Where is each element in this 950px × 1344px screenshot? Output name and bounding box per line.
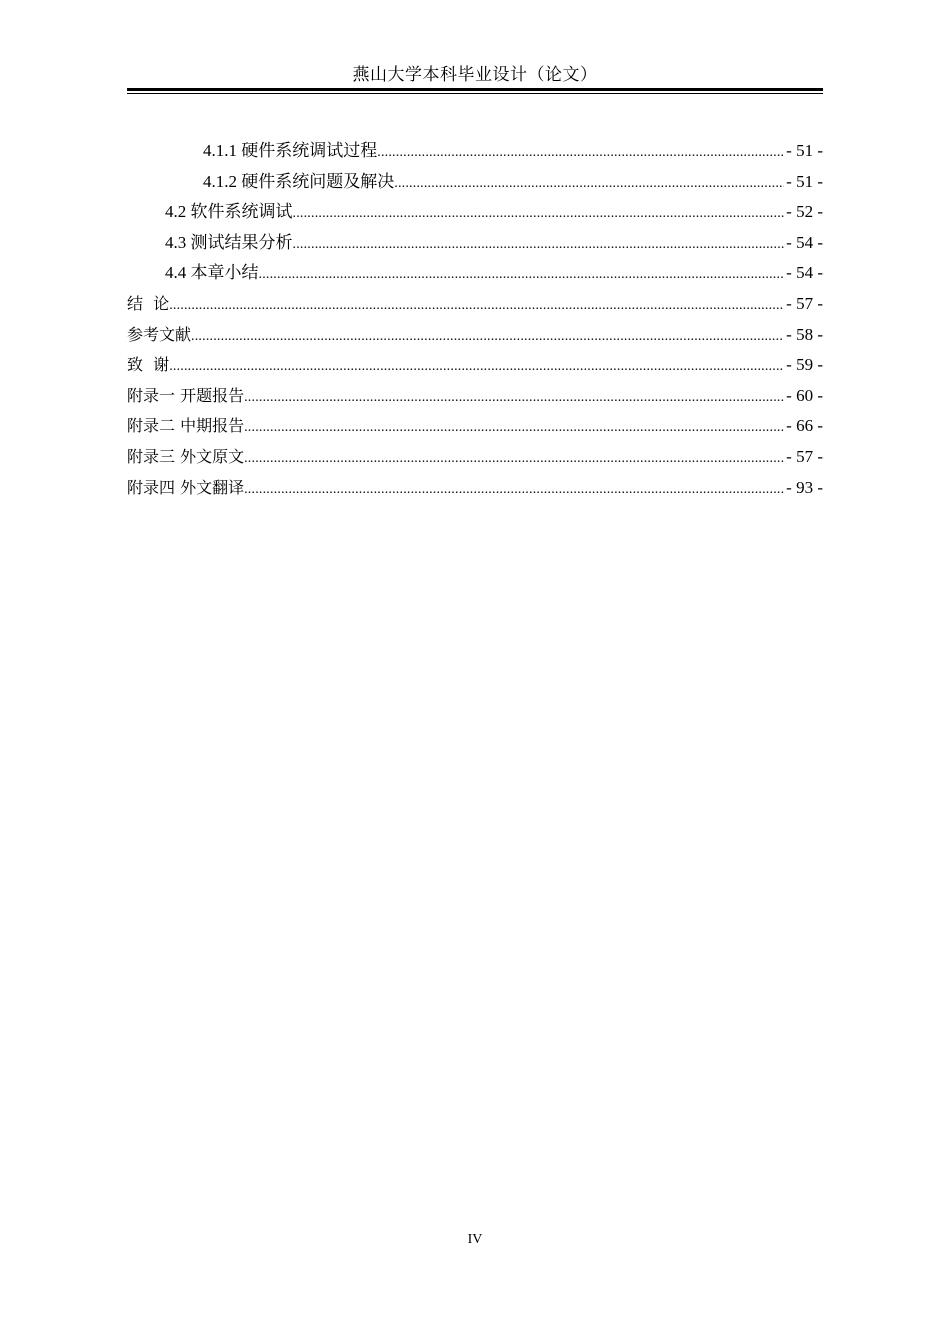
page-number: IV <box>467 1232 483 1247</box>
toc-entry[interactable] <box>127 197 823 228</box>
toc-dot-leader <box>169 291 784 320</box>
toc-dot-leader <box>377 138 784 167</box>
toc-dot-leader <box>244 444 784 473</box>
toc-entry-title: 4.1.1 硬件系统调试过程 <box>203 141 378 160</box>
header-rule-thin <box>127 93 823 94</box>
toc-entry-title: 附录三 外文原文 <box>127 446 245 466</box>
toc-dot-leader <box>293 230 785 259</box>
toc-dot-leader <box>244 475 784 504</box>
toc-entry-title: 4.2 软件系统调试 <box>165 202 293 222</box>
toc-entry[interactable] <box>127 473 823 504</box>
toc-entry[interactable] <box>127 258 823 289</box>
toc-entry-title: 结 论 <box>127 293 170 313</box>
toc-entry-page: - 51 - <box>786 171 823 191</box>
toc-entry-title: 4.4 本章小结 <box>165 263 259 283</box>
toc-entry[interactable] <box>127 167 823 198</box>
toc-dot-leader <box>293 199 785 228</box>
toc-entry-title: 4.1.2 硬件系统问题及解决 <box>203 171 395 191</box>
toc-entry-title: 4.3 测试结果分析 <box>165 232 293 252</box>
toc-dot-leader <box>259 260 785 289</box>
toc-entry[interactable] <box>127 228 823 259</box>
toc-entry[interactable] <box>127 289 823 320</box>
toc-entry-page: - 93 - <box>786 477 823 497</box>
toc-entry-page: - 54 - <box>786 263 823 283</box>
toc-dot-leader <box>169 352 784 381</box>
toc-entry-page: - 57 - <box>786 293 823 313</box>
toc-entry-page: - 51 - <box>786 141 823 160</box>
toc-entry[interactable] <box>127 381 823 412</box>
toc-entry[interactable] <box>127 350 823 381</box>
toc-entry-page: - 66 - <box>786 416 823 436</box>
header-rule-thick <box>127 88 823 91</box>
toc-entry-title: 参考文献 <box>127 324 192 344</box>
toc-entry-page: - 59 - <box>786 355 823 375</box>
toc-entry-title: 致 谢 <box>127 355 170 375</box>
toc-dot-leader <box>244 413 784 442</box>
toc-entry[interactable] <box>127 320 823 351</box>
toc-dot-leader <box>394 169 784 198</box>
toc-dot-leader <box>191 322 784 351</box>
table-of-contents <box>127 136 823 503</box>
toc-entry-title: 附录四 外文翻译 <box>127 477 245 497</box>
toc-dot-leader <box>244 383 784 412</box>
page-header: 燕山大学本科毕业设计（论文） <box>352 65 598 84</box>
toc-entry-title: 附录一 开题报告 <box>127 385 245 405</box>
toc-entry-page: - 54 - <box>786 232 823 252</box>
toc-entry-page: - 57 - <box>786 446 823 466</box>
toc-entry-page: - 58 - <box>786 324 823 344</box>
toc-entry-page: - 60 - <box>786 385 823 405</box>
toc-entry[interactable] <box>127 136 823 167</box>
toc-entry[interactable] <box>127 442 823 473</box>
toc-entry[interactable] <box>127 411 823 442</box>
toc-entry-title: 附录二 中期报告 <box>127 416 245 436</box>
toc-entry-page: - 52 - <box>786 202 823 222</box>
